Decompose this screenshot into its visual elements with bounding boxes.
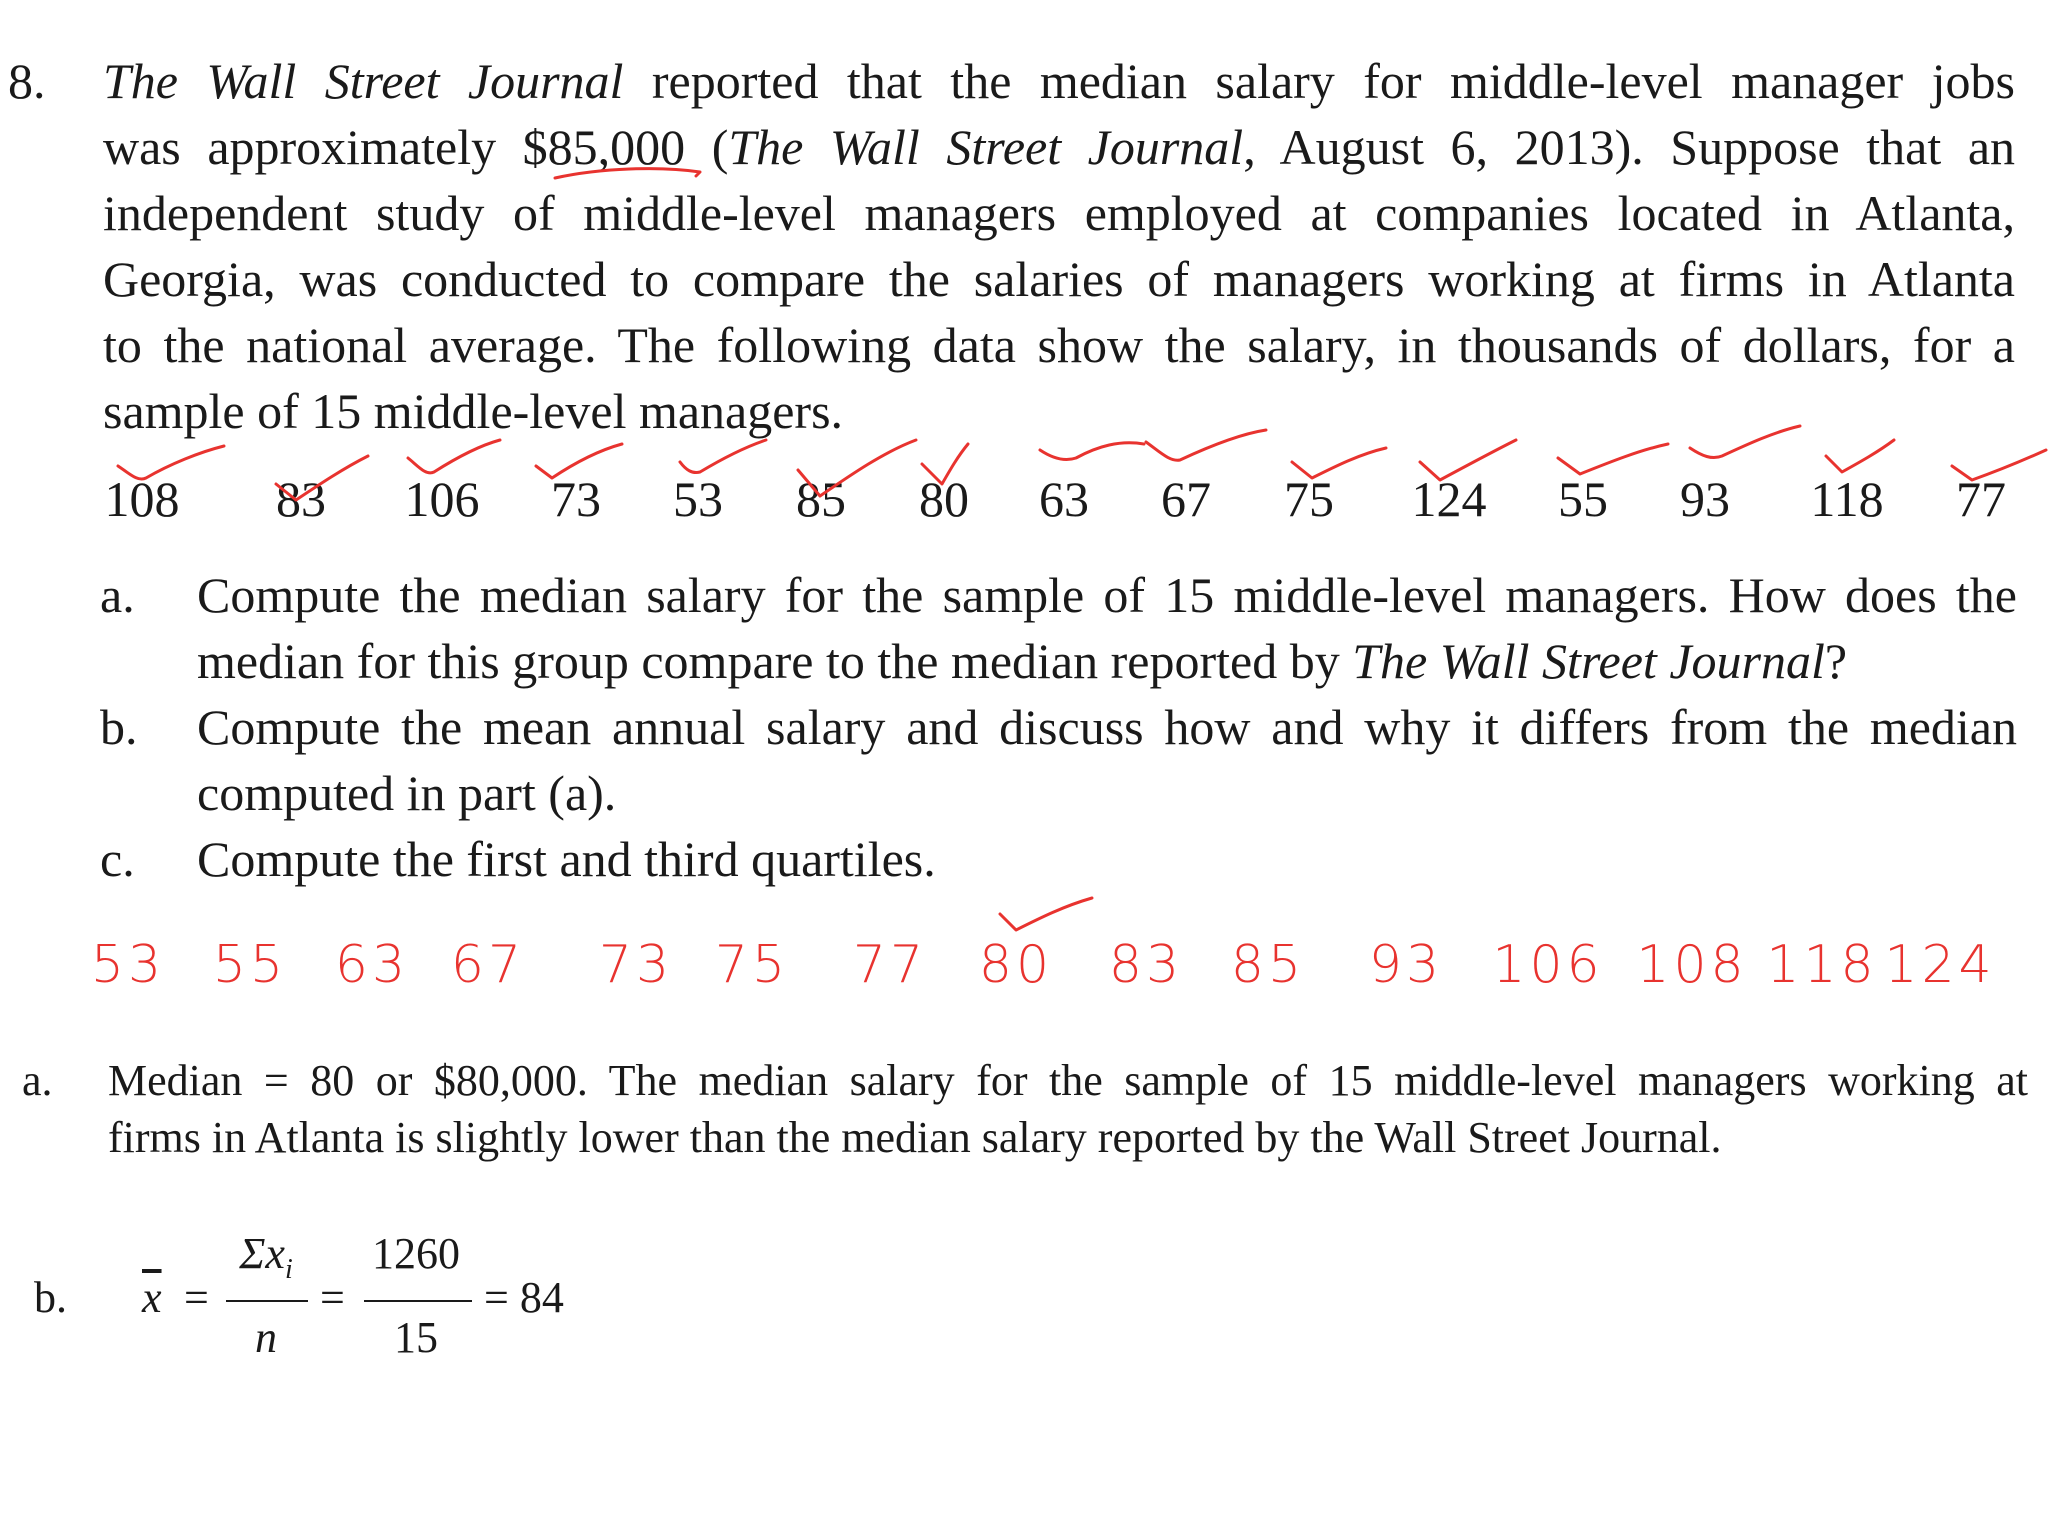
problem-line-6: sample of 15 middle-level managers. <box>103 383 844 439</box>
data-value: 55 <box>1558 471 1608 527</box>
answer-b <box>0 1220 700 1380</box>
handwritten-value: 118 <box>1766 935 1878 995</box>
handwritten-value: 55 <box>212 935 288 995</box>
check-mark <box>1040 443 1144 460</box>
handwritten-value: 53 <box>90 935 166 995</box>
data-value: 124 <box>1411 471 1487 527</box>
question-list <box>0 562 2048 892</box>
check-mark <box>1826 440 1894 472</box>
equals-sign: = <box>320 1273 345 1322</box>
data-value: 63 <box>1039 471 1089 527</box>
handwritten-value: 108 <box>1636 935 1748 995</box>
problem-line-2: was approximately $85,000 (The Wall Street Journal, August 6, 2013). Suppose that an <box>103 119 2016 175</box>
handwritten-value: 124 <box>1884 935 1996 995</box>
data-value: 73 <box>551 471 601 527</box>
question-letter: c. <box>100 831 135 887</box>
journal-title: The Wall Street Journal <box>1352 633 1825 689</box>
question-c: Compute the first and third quartiles. <box>197 831 936 887</box>
mean-result: = 84 <box>484 1273 564 1322</box>
sum-numerator: $\Sigma x_i$ <box>239 1229 293 1285</box>
data-value: 53 <box>673 471 723 527</box>
salary-data-row <box>0 470 2048 540</box>
fraction-bar <box>364 1300 472 1302</box>
question-letter: a. <box>100 567 135 623</box>
x-bar-symbol: $\overline{x}$ <box>142 1273 162 1322</box>
fraction-bar <box>226 1300 308 1302</box>
data-value: 67 <box>1161 471 1211 527</box>
journal-title: The Wall Street Journal <box>728 119 1244 175</box>
answer-a <box>0 1052 2048 1172</box>
handwritten-value: 75 <box>714 935 790 995</box>
data-value: 83 <box>276 471 326 527</box>
problem-line-5: to the national average. The following data show the salary, in thousands of dollars, for a <box>103 317 2015 373</box>
handwritten-value: 83 <box>1108 935 1184 995</box>
check-mark <box>1000 898 1092 930</box>
handwritten-value: 85 <box>1230 935 1306 995</box>
value-numerator: 1260 <box>372 1229 460 1278</box>
answer-letter: b. <box>34 1273 67 1322</box>
handwritten-value: 73 <box>598 935 674 995</box>
problem-line-3: independent study of middle-level managers employed at companies located in Atlanta, <box>103 185 2015 241</box>
problem-line-4: Georgia, was conducted to compare the salaries of managers working at firms in Atlanta <box>103 251 2015 307</box>
handwritten-value: 63 <box>334 935 410 995</box>
problem-statement <box>103 48 2015 444</box>
check-mark <box>408 440 500 473</box>
handwritten-value: 77 <box>852 935 928 995</box>
handwritten-value: 67 <box>450 935 526 995</box>
data-value: 77 <box>1956 471 2006 527</box>
question-letter: b. <box>100 699 138 755</box>
n-denominator: n <box>255 1313 277 1362</box>
problem-number: 8. <box>8 53 46 109</box>
data-value: 85 <box>796 471 846 527</box>
data-value: 75 <box>1284 471 1334 527</box>
handwritten-sorted-values <box>0 935 2048 1015</box>
value-denominator: 15 <box>394 1313 438 1362</box>
answer-letter: a. <box>22 1056 53 1105</box>
problem-line-1: The Wall Street Journal reported that the median salary for middle-level manager jobs <box>103 53 2015 109</box>
data-value: 108 <box>104 471 180 527</box>
answer-a-text: Median = 80 or $80,000. The median salary for the sample of 15 middle-level managers working at firms in Atlanta is slightly lower than the median salary reported by the Wall Street Journal. <box>108 1056 2028 1162</box>
journal-title: The Wall Street Journal <box>103 53 624 109</box>
question-a: Compute the median salary for the sample of 15 middle-level managers. How does the median for this group compare to the median reported by The Wall Street Journal? <box>197 567 2017 689</box>
handwritten-value: 80 <box>978 935 1054 995</box>
data-value: 93 <box>1680 471 1730 527</box>
data-value: 80 <box>919 471 969 527</box>
check-mark <box>680 440 766 473</box>
equals-sign: = <box>184 1273 209 1322</box>
question-b: Compute the mean annual salary and discuss how and why it differs from the median computed in part (a). <box>197 699 2017 821</box>
data-value: 106 <box>404 471 480 527</box>
handwritten-value: 93 <box>1368 935 1444 995</box>
handwritten-value: 106 <box>1492 935 1604 995</box>
data-value: 118 <box>1810 471 1884 527</box>
